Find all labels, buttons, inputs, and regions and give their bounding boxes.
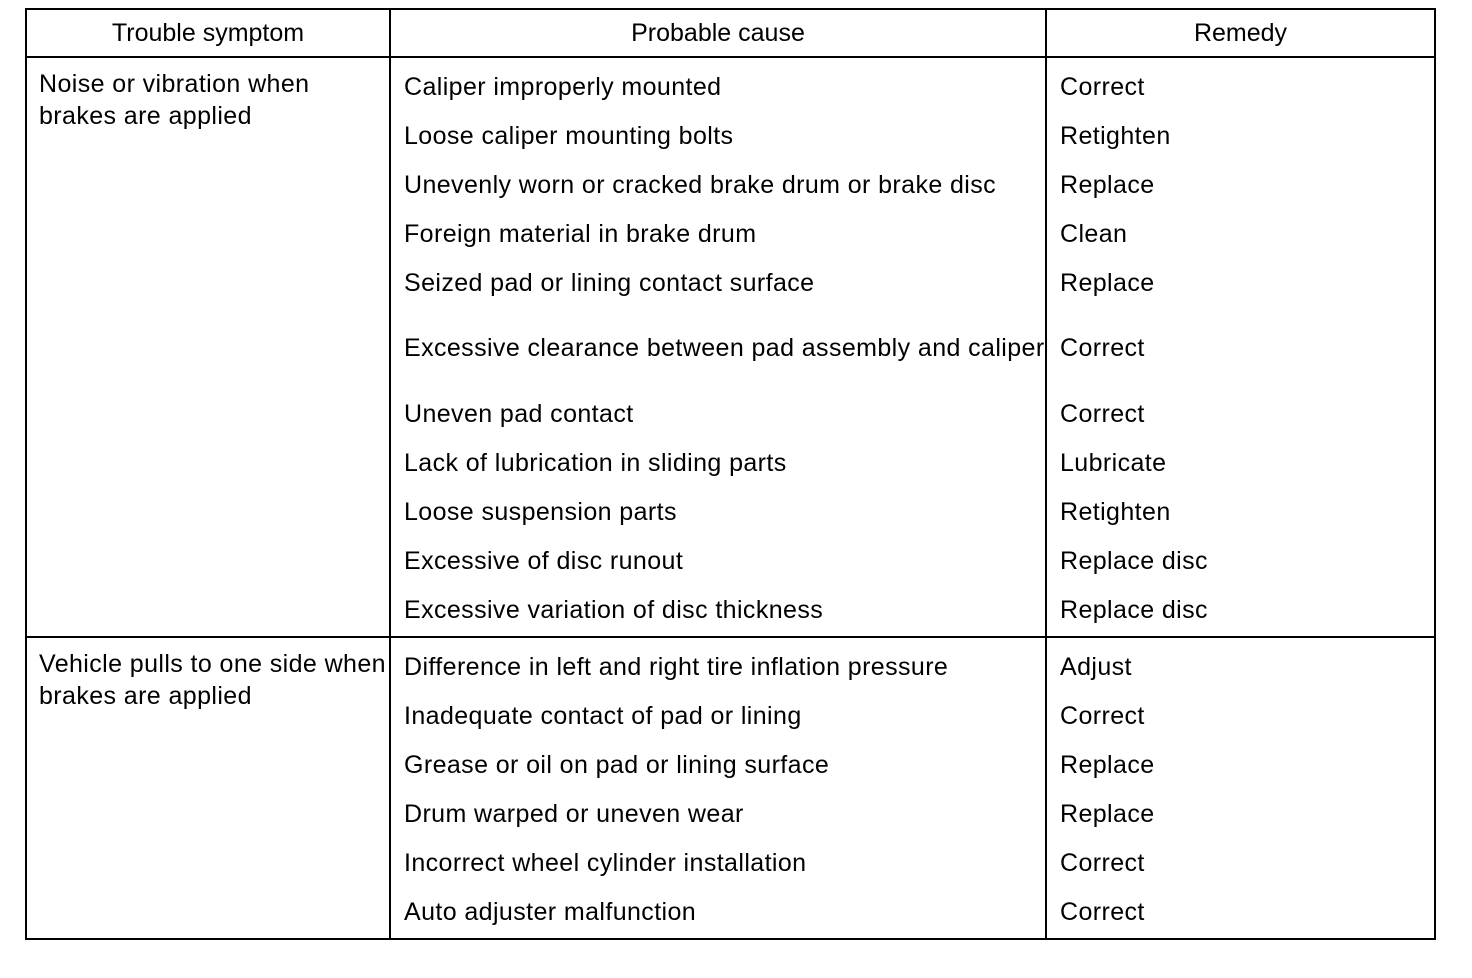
- cause-item: Grease or oil on pad or lining surface: [404, 750, 830, 779]
- group-vehicle-pulls: [26, 637, 1435, 939]
- cause-item: Excessive clearance between pad assembly and caliper: [404, 333, 1045, 362]
- cause-item: Uneven pad contact: [404, 399, 634, 428]
- troubleshooting-table: [25, 8, 1436, 940]
- cause-item: Drum warped or uneven wear: [404, 799, 744, 828]
- cause-item: Inadequate contact of pad or lining: [404, 701, 802, 730]
- header-probable-cause: Probable cause: [390, 9, 1046, 57]
- remedy-item: Replace: [1060, 268, 1155, 297]
- header-trouble-symptom: Trouble symptom: [26, 9, 390, 57]
- symptom-cell: Vehicle pulls to one side when brakes are applied: [26, 637, 390, 939]
- cause-cell: [390, 57, 1046, 637]
- header-row: [26, 9, 1435, 57]
- cause-item: Loose caliper mounting bolts: [404, 121, 734, 150]
- remedy-item: Replace disc: [1060, 546, 1208, 575]
- remedy-item: Clean: [1060, 219, 1128, 248]
- cause-item: Difference in left and right tire inflation pressure: [404, 652, 949, 681]
- cause-item: Auto adjuster malfunction: [404, 897, 697, 926]
- cause-item: Seized pad or lining contact surface: [404, 268, 815, 297]
- cause-item: Lack of lubrication in sliding parts: [404, 448, 787, 477]
- cause-item: Caliper improperly mounted: [404, 72, 722, 101]
- remedy-item: Correct: [1060, 72, 1145, 101]
- cause-item: Foreign material in brake drum: [404, 219, 757, 248]
- cause-item: Excessive variation of disc thickness: [404, 595, 824, 624]
- symptom-cell: Noise or vibration when brakes are applied: [26, 57, 390, 637]
- remedy-item: Replace: [1060, 799, 1155, 828]
- remedy-cell: [1046, 637, 1435, 939]
- cause-item: Unevenly worn or cracked brake drum or brake disc: [404, 170, 997, 199]
- remedy-item: Replace: [1060, 750, 1155, 779]
- remedy-item: Lubricate: [1060, 448, 1167, 477]
- remedy-cell: [1046, 57, 1435, 637]
- cause-item: Incorrect wheel cylinder installation: [404, 848, 807, 877]
- remedy-item: Correct: [1060, 399, 1145, 428]
- remedy-item: Correct: [1060, 897, 1145, 926]
- remedy-item: Replace disc: [1060, 595, 1208, 624]
- remedy-item: Adjust: [1060, 652, 1132, 681]
- group-noise-vibration: [26, 57, 1435, 637]
- cause-cell: [390, 637, 1046, 939]
- remedy-item: Replace: [1060, 170, 1155, 199]
- remedy-item: Correct: [1060, 334, 1145, 362]
- cause-item: Excessive of disc runout: [404, 546, 684, 575]
- cause-item: Loose suspension parts: [404, 497, 677, 526]
- header-remedy: Remedy: [1046, 9, 1435, 57]
- remedy-item: Correct: [1060, 848, 1145, 877]
- remedy-item: Correct: [1060, 701, 1145, 730]
- remedy-item: Retighten: [1060, 121, 1171, 150]
- remedy-item: Retighten: [1060, 497, 1171, 526]
